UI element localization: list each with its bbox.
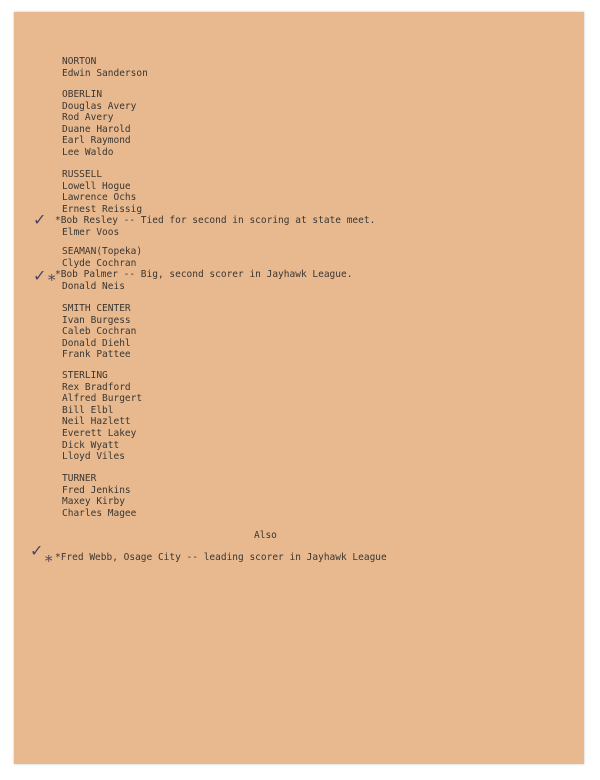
section-norton (62, 56, 562, 79)
player-name: Lee Waldo (62, 146, 114, 158)
section-seaman (55, 246, 562, 292)
player-name: Lawrence Ochs (62, 192, 137, 204)
footnote-line (55, 552, 562, 564)
section-turner (62, 473, 562, 519)
asterisk-icon: * (48, 271, 56, 289)
section-russell (55, 169, 562, 239)
player-name: Douglas Avery (62, 100, 137, 112)
section-header: SMITH CENTER (62, 303, 131, 314)
section-header: RUSSELL (62, 169, 103, 180)
player-name: Ivan Burgess (62, 314, 131, 326)
player-name: Duane Harold (62, 123, 131, 135)
player-name: Donald Diehl (62, 337, 131, 349)
document-page (14, 12, 584, 764)
section-header: TURNER (62, 473, 97, 484)
player-name: Alfred Burgert (62, 393, 143, 405)
section-smith-center (62, 303, 562, 361)
player-name: Rod Avery (62, 112, 114, 124)
player-name: Clyde Cochran (62, 257, 137, 269)
player-name: Caleb Cochran (62, 326, 137, 338)
player-name: Lowell Hogue (62, 180, 131, 192)
footnote-text: *Fred Webb, Osage City -- leading scorer in Jayhawk League (55, 552, 387, 563)
player-name: Maxey Kirby (62, 496, 125, 508)
player-name: Bill Elbl (62, 404, 114, 416)
check-mark-icon: ✓ (33, 266, 47, 285)
player-name: Fred Jenkins (62, 484, 131, 496)
typed-list (14, 12, 584, 764)
player-name: Ernest Reissig (62, 203, 143, 215)
check-mark-icon: ✓ (33, 210, 47, 229)
player-name: Earl Raymond (62, 135, 131, 147)
section-sterling (62, 370, 562, 463)
player-name: Charles Magee (62, 507, 137, 519)
player-name: Edwin Sanderson (62, 67, 148, 79)
player-name: Donald Neis (62, 280, 125, 292)
player-name: Rex Bradford (62, 381, 131, 393)
player-name-starred: *Bob Palmer -- Big, second scorer in Jayhawk League. (55, 269, 353, 281)
player-name-starred: *Bob Resley -- Tied for second in scoring at state meet. (55, 215, 376, 227)
section-header: SEAMAN(Topeka) (62, 246, 143, 257)
player-name: Everett Lakey (62, 427, 137, 439)
player-name: Frank Pattee (62, 349, 131, 361)
section-oberlin (62, 89, 562, 159)
section-header: STERLING (62, 370, 108, 381)
player-name: Dick Wyatt (62, 439, 120, 451)
section-header: NORTON (62, 56, 97, 67)
player-name: Lloyd Viles (62, 451, 125, 463)
section-header: OBERLIN (62, 89, 103, 100)
check-mark-icon: ✓ (30, 541, 44, 560)
player-name: Neil Hazlett (62, 416, 131, 428)
player-name: Elmer Voos (62, 226, 120, 238)
also-label: Also (254, 530, 277, 541)
asterisk-icon: * (45, 552, 53, 570)
